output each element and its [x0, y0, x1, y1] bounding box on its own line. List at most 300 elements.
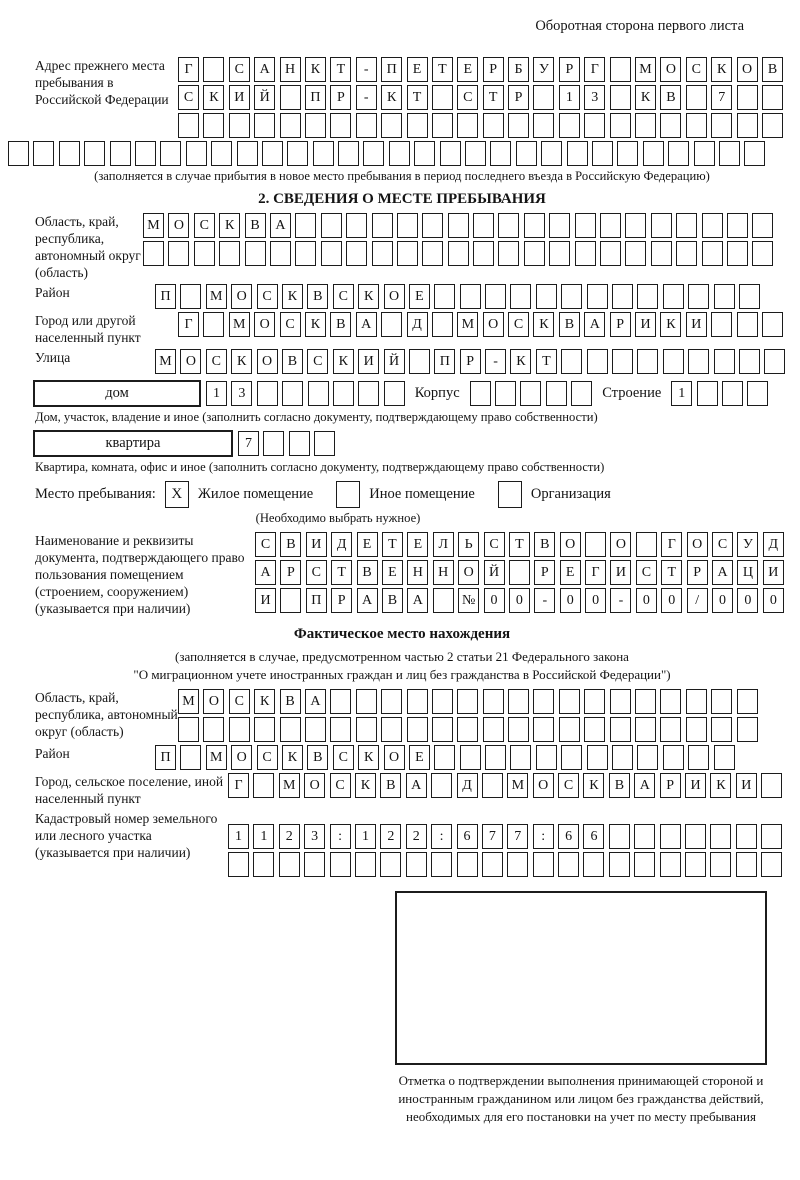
char-cell[interactable]: [229, 113, 250, 138]
char-cell[interactable]: [330, 113, 351, 138]
char-cell[interactable]: 0: [763, 588, 784, 613]
char-cell[interactable]: Б: [508, 57, 529, 82]
char-cell[interactable]: [143, 241, 164, 266]
char-cell[interactable]: А: [356, 312, 377, 337]
char-cell[interactable]: -: [610, 588, 631, 613]
char-cell[interactable]: В: [330, 312, 351, 337]
char-cell[interactable]: [432, 312, 453, 337]
char-cell[interactable]: С: [508, 312, 529, 337]
char-cell[interactable]: Л: [433, 532, 454, 557]
char-cell[interactable]: О: [560, 532, 581, 557]
char-cell[interactable]: [203, 717, 224, 742]
char-cell[interactable]: [762, 312, 783, 337]
char-cell[interactable]: М: [178, 689, 199, 714]
char-cell[interactable]: :: [533, 824, 554, 849]
char-cell[interactable]: [660, 113, 681, 138]
char-cell[interactable]: [508, 689, 529, 714]
char-cell[interactable]: [460, 284, 481, 309]
char-cell[interactable]: [203, 113, 224, 138]
char-cell[interactable]: Й: [254, 85, 275, 110]
house-type-box[interactable]: дом: [33, 380, 201, 407]
char-cell[interactable]: [389, 141, 410, 166]
char-cell[interactable]: И: [229, 85, 250, 110]
char-cell[interactable]: [384, 381, 405, 406]
char-cell[interactable]: Е: [560, 560, 581, 585]
char-cell[interactable]: В: [245, 213, 266, 238]
char-cell[interactable]: 1: [671, 381, 692, 406]
char-cell[interactable]: П: [306, 588, 327, 613]
char-cell[interactable]: [498, 213, 519, 238]
char-cell[interactable]: [356, 717, 377, 742]
char-cell[interactable]: [397, 213, 418, 238]
char-cell[interactable]: П: [305, 85, 326, 110]
char-cell[interactable]: [314, 431, 335, 456]
char-cell[interactable]: А: [634, 773, 655, 798]
char-cell[interactable]: [262, 141, 283, 166]
char-cell[interactable]: [612, 745, 633, 770]
stay-type-checkbox-other[interactable]: [336, 481, 360, 508]
char-cell[interactable]: С: [712, 532, 733, 557]
char-cell[interactable]: [541, 141, 562, 166]
char-cell[interactable]: В: [762, 57, 783, 82]
char-cell[interactable]: [685, 852, 706, 877]
char-cell[interactable]: В: [280, 532, 301, 557]
char-cell[interactable]: 0: [560, 588, 581, 613]
char-cell[interactable]: Г: [228, 773, 249, 798]
char-cell[interactable]: [711, 717, 732, 742]
char-cell[interactable]: О: [384, 284, 405, 309]
char-cell[interactable]: Р: [610, 312, 631, 337]
char-cell[interactable]: К: [358, 284, 379, 309]
char-cell[interactable]: -: [356, 85, 377, 110]
char-cell[interactable]: [686, 689, 707, 714]
char-cell[interactable]: [346, 241, 367, 266]
char-cell[interactable]: К: [231, 349, 252, 374]
char-cell[interactable]: [8, 141, 29, 166]
char-cell[interactable]: [228, 852, 249, 877]
char-cell[interactable]: О: [254, 312, 275, 337]
char-cell[interactable]: [135, 141, 156, 166]
char-cell[interactable]: [409, 349, 430, 374]
char-cell[interactable]: [280, 113, 301, 138]
char-cell[interactable]: [431, 852, 452, 877]
char-cell[interactable]: А: [584, 312, 605, 337]
char-cell[interactable]: О: [384, 745, 405, 770]
char-cell[interactable]: [460, 745, 481, 770]
char-cell[interactable]: С: [257, 284, 278, 309]
char-cell[interactable]: П: [155, 745, 176, 770]
char-cell[interactable]: А: [712, 560, 733, 585]
char-cell[interactable]: [507, 852, 528, 877]
char-cell[interactable]: [485, 745, 506, 770]
char-cell[interactable]: [363, 141, 384, 166]
char-cell[interactable]: [287, 141, 308, 166]
char-cell[interactable]: И: [358, 349, 379, 374]
char-cell[interactable]: [432, 113, 453, 138]
char-cell[interactable]: М: [143, 213, 164, 238]
char-cell[interactable]: [407, 717, 428, 742]
char-cell[interactable]: В: [609, 773, 630, 798]
char-cell[interactable]: С: [686, 57, 707, 82]
char-cell[interactable]: [178, 113, 199, 138]
char-cell[interactable]: К: [254, 689, 275, 714]
char-cell[interactable]: [510, 745, 531, 770]
char-cell[interactable]: [381, 689, 402, 714]
char-cell[interactable]: [702, 241, 723, 266]
char-cell[interactable]: М: [229, 312, 250, 337]
char-cell[interactable]: Т: [331, 560, 352, 585]
char-cell[interactable]: 1: [253, 824, 274, 849]
char-cell[interactable]: [663, 745, 684, 770]
char-cell[interactable]: Р: [330, 85, 351, 110]
char-cell[interactable]: [229, 717, 250, 742]
char-cell[interactable]: /: [687, 588, 708, 613]
stay-type-checkbox-organization[interactable]: [498, 481, 522, 508]
char-cell[interactable]: М: [206, 284, 227, 309]
char-cell[interactable]: [245, 241, 266, 266]
char-cell[interactable]: Г: [584, 57, 605, 82]
char-cell[interactable]: 1: [206, 381, 227, 406]
char-cell[interactable]: [685, 824, 706, 849]
char-cell[interactable]: [254, 113, 275, 138]
char-cell[interactable]: [711, 312, 732, 337]
char-cell[interactable]: [739, 349, 760, 374]
char-cell[interactable]: -: [485, 349, 506, 374]
char-cell[interactable]: [356, 689, 377, 714]
char-cell[interactable]: [533, 717, 554, 742]
char-cell[interactable]: [510, 284, 531, 309]
char-cell[interactable]: [744, 141, 765, 166]
char-cell[interactable]: [482, 852, 503, 877]
char-cell[interactable]: И: [686, 312, 707, 337]
char-cell[interactable]: [719, 141, 740, 166]
char-cell[interactable]: [457, 113, 478, 138]
char-cell[interactable]: [253, 852, 274, 877]
char-cell[interactable]: [688, 745, 709, 770]
char-cell[interactable]: [482, 773, 503, 798]
char-cell[interactable]: В: [357, 560, 378, 585]
char-cell[interactable]: [372, 213, 393, 238]
char-cell[interactable]: [635, 113, 656, 138]
char-cell[interactable]: С: [194, 213, 215, 238]
char-cell[interactable]: [381, 717, 402, 742]
char-cell[interactable]: [321, 241, 342, 266]
char-cell[interactable]: 0: [712, 588, 733, 613]
char-cell[interactable]: Н: [407, 560, 428, 585]
char-cell[interactable]: [33, 141, 54, 166]
char-cell[interactable]: [422, 213, 443, 238]
char-cell[interactable]: К: [711, 57, 732, 82]
char-cell[interactable]: В: [307, 284, 328, 309]
char-cell[interactable]: К: [583, 773, 604, 798]
char-cell[interactable]: [381, 312, 402, 337]
char-cell[interactable]: [280, 717, 301, 742]
char-cell[interactable]: [549, 241, 570, 266]
char-cell[interactable]: [583, 852, 604, 877]
char-cell[interactable]: [736, 852, 757, 877]
char-cell[interactable]: К: [282, 745, 303, 770]
char-cell[interactable]: [762, 85, 783, 110]
char-cell[interactable]: [520, 381, 541, 406]
char-cell[interactable]: С: [558, 773, 579, 798]
char-cell[interactable]: С: [229, 57, 250, 82]
char-cell[interactable]: [663, 284, 684, 309]
char-cell[interactable]: Р: [687, 560, 708, 585]
char-cell[interactable]: [676, 213, 697, 238]
char-cell[interactable]: Р: [559, 57, 580, 82]
char-cell[interactable]: [483, 689, 504, 714]
char-cell[interactable]: К: [381, 85, 402, 110]
char-cell[interactable]: Г: [585, 560, 606, 585]
char-cell[interactable]: Г: [661, 532, 682, 557]
char-cell[interactable]: О: [180, 349, 201, 374]
char-cell[interactable]: [470, 381, 491, 406]
char-cell[interactable]: 0: [484, 588, 505, 613]
char-cell[interactable]: О: [231, 745, 252, 770]
char-cell[interactable]: П: [381, 57, 402, 82]
char-cell[interactable]: [610, 57, 631, 82]
char-cell[interactable]: [559, 113, 580, 138]
char-cell[interactable]: [448, 241, 469, 266]
char-cell[interactable]: [483, 717, 504, 742]
char-cell[interactable]: О: [483, 312, 504, 337]
char-cell[interactable]: 0: [585, 588, 606, 613]
char-cell[interactable]: [694, 141, 715, 166]
char-cell[interactable]: [636, 532, 657, 557]
char-cell[interactable]: [211, 141, 232, 166]
char-cell[interactable]: К: [203, 85, 224, 110]
char-cell[interactable]: К: [635, 85, 656, 110]
char-cell[interactable]: С: [178, 85, 199, 110]
char-cell[interactable]: [330, 689, 351, 714]
char-cell[interactable]: [338, 141, 359, 166]
char-cell[interactable]: [407, 113, 428, 138]
char-cell[interactable]: 2: [406, 824, 427, 849]
char-cell[interactable]: [559, 717, 580, 742]
char-cell[interactable]: Р: [331, 588, 352, 613]
char-cell[interactable]: 6: [457, 824, 478, 849]
char-cell[interactable]: 0: [737, 588, 758, 613]
char-cell[interactable]: 1: [355, 824, 376, 849]
char-cell[interactable]: А: [357, 588, 378, 613]
char-cell[interactable]: [651, 241, 672, 266]
char-cell[interactable]: С: [229, 689, 250, 714]
char-cell[interactable]: [498, 241, 519, 266]
char-cell[interactable]: И: [255, 588, 276, 613]
char-cell[interactable]: [637, 349, 658, 374]
char-cell[interactable]: В: [660, 85, 681, 110]
char-cell[interactable]: [625, 213, 646, 238]
char-cell[interactable]: [289, 431, 310, 456]
char-cell[interactable]: [304, 852, 325, 877]
char-cell[interactable]: С: [280, 312, 301, 337]
char-cell[interactable]: [406, 852, 427, 877]
char-cell[interactable]: Д: [457, 773, 478, 798]
char-cell[interactable]: С: [636, 560, 657, 585]
char-cell[interactable]: [280, 85, 301, 110]
char-cell[interactable]: [219, 241, 240, 266]
char-cell[interactable]: Р: [508, 85, 529, 110]
char-cell[interactable]: [686, 85, 707, 110]
char-cell[interactable]: [321, 213, 342, 238]
char-cell[interactable]: [330, 852, 351, 877]
char-cell[interactable]: [313, 141, 334, 166]
char-cell[interactable]: [253, 773, 274, 798]
char-cell[interactable]: [254, 717, 275, 742]
char-cell[interactable]: [637, 284, 658, 309]
char-cell[interactable]: К: [355, 773, 376, 798]
char-cell[interactable]: [635, 689, 656, 714]
stay-type-checkbox-residential[interactable]: X: [165, 481, 189, 508]
char-cell[interactable]: 6: [583, 824, 604, 849]
char-cell[interactable]: [203, 312, 224, 337]
char-cell[interactable]: Р: [660, 773, 681, 798]
char-cell[interactable]: О: [687, 532, 708, 557]
char-cell[interactable]: [747, 381, 768, 406]
char-cell[interactable]: [559, 689, 580, 714]
char-cell[interactable]: И: [306, 532, 327, 557]
char-cell[interactable]: 6: [558, 824, 579, 849]
char-cell[interactable]: [536, 284, 557, 309]
char-cell[interactable]: [737, 113, 758, 138]
char-cell[interactable]: Й: [384, 349, 405, 374]
char-cell[interactable]: [752, 241, 773, 266]
char-cell[interactable]: Е: [407, 532, 428, 557]
char-cell[interactable]: А: [270, 213, 291, 238]
char-cell[interactable]: С: [307, 349, 328, 374]
char-cell[interactable]: 2: [380, 824, 401, 849]
char-cell[interactable]: [536, 745, 557, 770]
char-cell[interactable]: Т: [536, 349, 557, 374]
char-cell[interactable]: [356, 113, 377, 138]
char-cell[interactable]: М: [279, 773, 300, 798]
char-cell[interactable]: [358, 381, 379, 406]
char-cell[interactable]: [381, 113, 402, 138]
char-cell[interactable]: [308, 381, 329, 406]
char-cell[interactable]: [660, 689, 681, 714]
char-cell[interactable]: Н: [433, 560, 454, 585]
char-cell[interactable]: [761, 773, 782, 798]
char-cell[interactable]: [610, 113, 631, 138]
char-cell[interactable]: О: [533, 773, 554, 798]
char-cell[interactable]: [571, 381, 592, 406]
char-cell[interactable]: С: [333, 745, 354, 770]
char-cell[interactable]: [263, 431, 284, 456]
char-cell[interactable]: [714, 349, 735, 374]
char-cell[interactable]: А: [406, 773, 427, 798]
char-cell[interactable]: [584, 113, 605, 138]
char-cell[interactable]: [432, 689, 453, 714]
char-cell[interactable]: К: [333, 349, 354, 374]
char-cell[interactable]: [727, 213, 748, 238]
char-cell[interactable]: [524, 241, 545, 266]
char-cell[interactable]: И: [610, 560, 631, 585]
char-cell[interactable]: К: [282, 284, 303, 309]
char-cell[interactable]: М: [457, 312, 478, 337]
char-cell[interactable]: [609, 824, 630, 849]
char-cell[interactable]: [660, 824, 681, 849]
char-cell[interactable]: У: [533, 57, 554, 82]
char-cell[interactable]: Т: [432, 57, 453, 82]
char-cell[interactable]: С: [457, 85, 478, 110]
char-cell[interactable]: [610, 85, 631, 110]
char-cell[interactable]: Е: [357, 532, 378, 557]
char-cell[interactable]: К: [660, 312, 681, 337]
char-cell[interactable]: [422, 241, 443, 266]
char-cell[interactable]: Д: [763, 532, 784, 557]
char-cell[interactable]: 3: [304, 824, 325, 849]
char-cell[interactable]: Е: [409, 284, 430, 309]
char-cell[interactable]: [722, 381, 743, 406]
char-cell[interactable]: Р: [534, 560, 555, 585]
char-cell[interactable]: С: [206, 349, 227, 374]
char-cell[interactable]: :: [330, 824, 351, 849]
char-cell[interactable]: 7: [238, 431, 259, 456]
char-cell[interactable]: [524, 213, 545, 238]
char-cell[interactable]: [575, 241, 596, 266]
char-cell[interactable]: [635, 717, 656, 742]
char-cell[interactable]: Т: [661, 560, 682, 585]
char-cell[interactable]: В: [382, 588, 403, 613]
char-cell[interactable]: [533, 85, 554, 110]
char-cell[interactable]: [558, 852, 579, 877]
char-cell[interactable]: В: [534, 532, 555, 557]
char-cell[interactable]: -: [356, 57, 377, 82]
char-cell[interactable]: [625, 241, 646, 266]
char-cell[interactable]: Г: [178, 57, 199, 82]
char-cell[interactable]: [516, 141, 537, 166]
char-cell[interactable]: [485, 284, 506, 309]
char-cell[interactable]: [612, 349, 633, 374]
char-cell[interactable]: А: [254, 57, 275, 82]
char-cell[interactable]: Г: [178, 312, 199, 337]
char-cell[interactable]: Т: [382, 532, 403, 557]
char-cell[interactable]: [567, 141, 588, 166]
char-cell[interactable]: И: [736, 773, 757, 798]
char-cell[interactable]: [600, 241, 621, 266]
char-cell[interactable]: [660, 717, 681, 742]
char-cell[interactable]: В: [559, 312, 580, 337]
char-cell[interactable]: И: [685, 773, 706, 798]
char-cell[interactable]: И: [763, 560, 784, 585]
char-cell[interactable]: [346, 213, 367, 238]
char-cell[interactable]: [380, 852, 401, 877]
char-cell[interactable]: [546, 381, 567, 406]
char-cell[interactable]: Н: [280, 57, 301, 82]
char-cell[interactable]: С: [306, 560, 327, 585]
char-cell[interactable]: [587, 284, 608, 309]
char-cell[interactable]: [585, 532, 606, 557]
char-cell[interactable]: [433, 588, 454, 613]
char-cell[interactable]: [533, 689, 554, 714]
char-cell[interactable]: Т: [330, 57, 351, 82]
char-cell[interactable]: [711, 113, 732, 138]
char-cell[interactable]: К: [305, 57, 326, 82]
char-cell[interactable]: Д: [407, 312, 428, 337]
char-cell[interactable]: [617, 141, 638, 166]
char-cell[interactable]: [688, 349, 709, 374]
char-cell[interactable]: [584, 689, 605, 714]
char-cell[interactable]: [592, 141, 613, 166]
char-cell[interactable]: [282, 381, 303, 406]
char-cell[interactable]: [739, 284, 760, 309]
apartment-type-box[interactable]: квартира: [33, 430, 233, 457]
char-cell[interactable]: Т: [509, 532, 530, 557]
char-cell[interactable]: [587, 349, 608, 374]
char-cell[interactable]: [575, 213, 596, 238]
char-cell[interactable]: А: [255, 560, 276, 585]
char-cell[interactable]: О: [610, 532, 631, 557]
